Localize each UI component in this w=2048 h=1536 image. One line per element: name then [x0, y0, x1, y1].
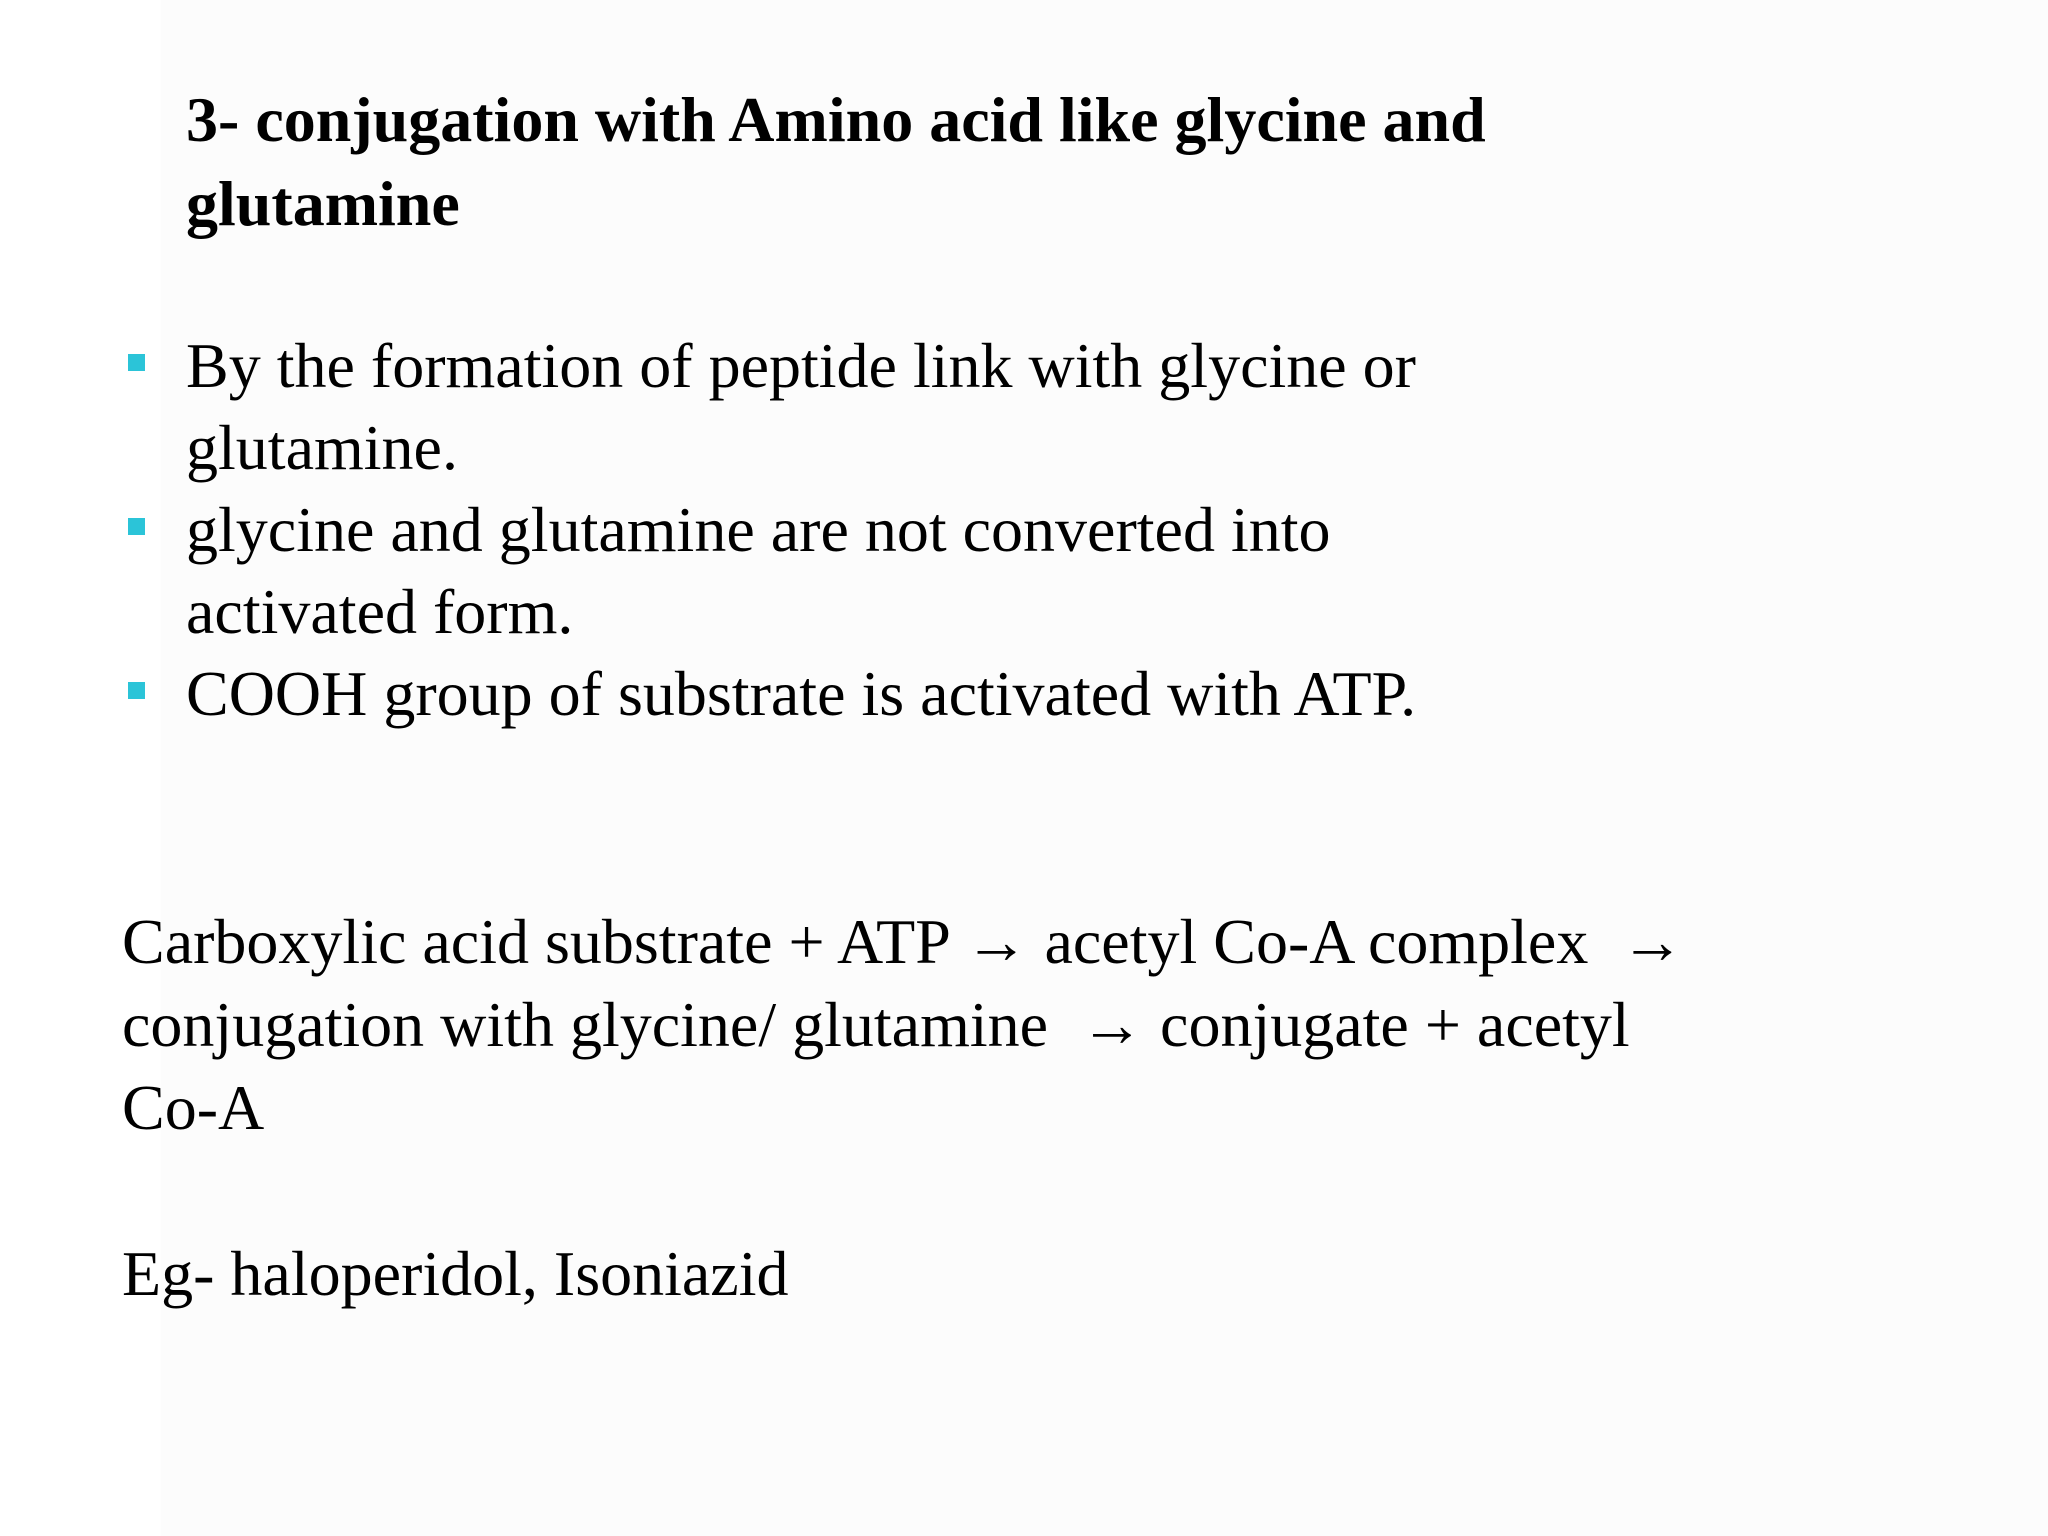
bullet-item-not-activated: [124, 489, 1724, 653]
bullet-text: [186, 325, 1416, 489]
square-bullet-icon: [124, 489, 186, 571]
bullet-text: [186, 653, 1416, 735]
bullet-text-line: glycine and glutamine are not converted into: [186, 494, 1331, 565]
bullet-text-line: glutamine.: [186, 412, 458, 483]
square-bullet-icon: [124, 653, 186, 735]
bullet-item-peptide-link: [124, 325, 1724, 489]
square-bullet-icon: [124, 325, 186, 407]
slide-title-line-1: 3- conjugation with Amino acid like glycine and: [186, 84, 1486, 155]
bullet-text: [186, 489, 1331, 653]
example-text: Eg- haloperidol, Isoniazid: [122, 1238, 789, 1309]
reaction-equation: [122, 900, 1922, 1149]
reaction-equation-line-1: Carboxylic acid substrate + ATP → acetyl Co-A complex →: [122, 906, 1685, 977]
bullet-text-line: COOH group of substrate is activated with ATP.: [186, 658, 1417, 729]
reaction-equation-line-2: conjugation with glycine/ glutamine → conjugate + acetyl: [122, 989, 1630, 1060]
bullet-text-line: By the formation of peptide link with glycine or: [186, 330, 1416, 401]
slide-title-line-2: glutamine: [186, 168, 460, 239]
bullet-item-cooh-activated: [124, 653, 1724, 735]
reaction-equation-line-3: Co-A: [122, 1072, 265, 1143]
slide-title: [186, 78, 1686, 246]
bullet-text-line: activated form.: [186, 576, 574, 647]
bullet-list: [124, 325, 1724, 735]
